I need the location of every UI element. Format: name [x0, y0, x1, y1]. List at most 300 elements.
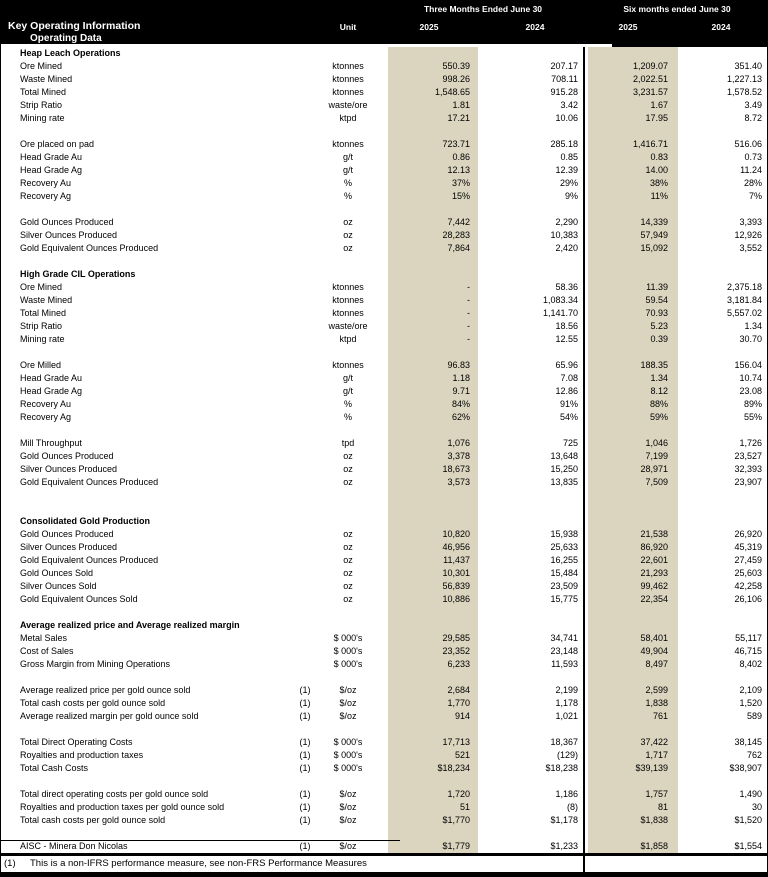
- value-cell: -: [467, 282, 470, 292]
- spacer-row: [0, 502, 768, 515]
- value-cell: 1,717: [645, 750, 668, 760]
- value-cell: 8.12: [650, 386, 668, 396]
- value-cell: 915.28: [550, 87, 578, 97]
- value-cell: 26,106: [734, 594, 762, 604]
- value-cell: 11%: [650, 191, 668, 201]
- table-row: [0, 697, 768, 710]
- year-header-6m-2024: 2024: [711, 22, 731, 32]
- table-row: [0, 684, 768, 697]
- unit-cell: tpd: [341, 438, 355, 448]
- value-cell: 23,148: [550, 646, 578, 656]
- table-body: [0, 47, 768, 853]
- value-cell: 54%: [559, 412, 578, 422]
- table-row: [0, 177, 768, 190]
- value-cell: 58,401: [640, 633, 668, 643]
- value-cell: 0.86: [452, 152, 470, 162]
- unit-cell: ktonnes: [332, 308, 364, 318]
- table-row: [0, 749, 768, 762]
- row-label: Average realized price and Average realized margin: [20, 620, 240, 630]
- footnote-marker: (1): [4, 858, 16, 869]
- unit-cell: oz: [343, 594, 353, 604]
- value-cell: 1,770: [447, 698, 470, 708]
- row-label: Cost of Sales: [20, 646, 74, 656]
- row-label: Recovery Ag: [20, 412, 72, 422]
- table-row: [0, 437, 768, 450]
- row-label: Waste Mined: [20, 74, 73, 84]
- value-cell: 22,601: [640, 555, 668, 565]
- value-cell: 3,378: [447, 451, 470, 461]
- row-label: Strip Ratio: [20, 321, 63, 331]
- value-cell: 7,864: [447, 243, 470, 253]
- row-label: Total cash costs per gold ounce sold: [20, 815, 166, 825]
- value-cell: 30: [751, 802, 762, 812]
- unit-cell: ktonnes: [332, 295, 364, 305]
- table-row: [0, 541, 768, 554]
- value-cell: $1,779: [442, 841, 470, 851]
- value-cell: 1,046: [645, 438, 668, 448]
- row-label: Gold Equivalent Ounces Produced: [20, 477, 159, 487]
- value-cell: 65.96: [555, 360, 578, 370]
- section-header-row: [0, 268, 768, 281]
- value-cell: 1.34: [744, 321, 762, 331]
- value-cell: 12,926: [734, 230, 762, 240]
- value-cell: 17.95: [645, 113, 668, 123]
- value-cell: 1,178: [555, 698, 578, 708]
- value-cell: 88%: [649, 399, 668, 409]
- value-cell: 46,956: [442, 542, 470, 552]
- value-cell: 84%: [451, 399, 470, 409]
- unit-cell: oz: [343, 529, 353, 539]
- value-cell: 18,367: [550, 737, 578, 747]
- value-cell: 58.36: [555, 282, 578, 292]
- spacer-row: [0, 606, 768, 619]
- value-cell: 1,720: [447, 789, 470, 799]
- footnote-separator: [0, 853, 768, 856]
- row-label: Total direct operating costs per gold ounce sold: [20, 789, 209, 799]
- value-cell: -: [467, 334, 470, 344]
- value-cell: 12.86: [555, 386, 578, 396]
- footnote-ref: (1): [299, 802, 311, 812]
- value-cell: 2,022.51: [632, 74, 668, 84]
- value-cell: -: [467, 321, 470, 331]
- table-row: [0, 359, 768, 372]
- unit-cell: oz: [343, 230, 353, 240]
- row-label: Total cash costs per gold ounce sold: [20, 698, 166, 708]
- unit-cell: g/t: [342, 152, 353, 162]
- value-cell: 723.71: [442, 139, 470, 149]
- unit-cell: oz: [343, 581, 353, 591]
- unit-cell: oz: [343, 217, 353, 227]
- value-cell: 1,548.65: [434, 87, 470, 97]
- table-row: [0, 463, 768, 476]
- value-cell: 17.21: [447, 113, 470, 123]
- table-row: [0, 385, 768, 398]
- value-cell: 156.04: [734, 360, 762, 370]
- unit-cell: ktonnes: [332, 139, 364, 149]
- row-label: Recovery Au: [20, 178, 72, 188]
- value-cell: 11.39: [646, 282, 668, 292]
- unit-cell: $ 000's: [333, 763, 363, 773]
- value-cell: 1,838: [645, 698, 668, 708]
- value-cell: 7,442: [447, 217, 470, 227]
- row-label: Gross Margin from Mining Operations: [20, 659, 171, 669]
- footnote-ref: (1): [299, 841, 311, 851]
- value-cell: 2,684: [447, 685, 470, 695]
- value-cell: (8): [567, 802, 578, 812]
- value-cell: 1,141.70: [542, 308, 578, 318]
- unit-cell: %: [343, 191, 352, 201]
- value-cell: 99,462: [640, 581, 668, 591]
- row-label: AISC - Minera Don Nicolas: [20, 841, 128, 851]
- footnote-ref: (1): [299, 698, 311, 708]
- value-cell: 7%: [748, 191, 762, 201]
- row-label: Strip Ratio: [20, 100, 63, 110]
- table-row: [0, 645, 768, 658]
- value-cell: 25,603: [734, 568, 762, 578]
- row-label: High Grade CIL Operations: [20, 269, 136, 279]
- unit-cell: %: [343, 412, 352, 422]
- table-row: [0, 99, 768, 112]
- value-cell: 2,420: [555, 243, 578, 253]
- value-cell: 22,354: [640, 594, 668, 604]
- value-cell: 10.06: [555, 113, 578, 123]
- table-row: [0, 801, 768, 814]
- value-cell: $1,520: [734, 815, 762, 825]
- value-cell: 1,083.34: [542, 295, 578, 305]
- row-label: Silver Ounces Produced: [20, 230, 118, 240]
- period-group-three-months: Three Months Ended June 30: [423, 4, 543, 14]
- value-cell: $1,233: [550, 841, 578, 851]
- value-cell: 55%: [743, 412, 762, 422]
- value-cell: $1,554: [734, 841, 762, 851]
- unit-cell: g/t: [342, 386, 353, 396]
- value-cell: 516.06: [734, 139, 762, 149]
- value-cell: 9.71: [452, 386, 470, 396]
- footnote-ref: (1): [299, 685, 311, 695]
- row-label: Gold Equivalent Ounces Sold: [20, 594, 138, 604]
- value-cell: 45,319: [734, 542, 762, 552]
- table-row: [0, 632, 768, 645]
- value-cell: 42,258: [734, 581, 762, 591]
- table-row: [0, 593, 768, 606]
- value-cell: 589: [746, 711, 762, 721]
- value-cell: -: [467, 308, 470, 318]
- value-cell: 3.42: [560, 100, 578, 110]
- footnote-ref: (1): [299, 737, 311, 747]
- unit-cell: $ 000's: [333, 737, 363, 747]
- value-cell: 285.18: [550, 139, 578, 149]
- unit-cell: oz: [343, 555, 353, 565]
- row-label: Silver Ounces Sold: [20, 581, 97, 591]
- value-cell: 762: [746, 750, 762, 760]
- footnote-ref: (1): [299, 763, 311, 773]
- spacer-row: [0, 489, 768, 502]
- table-row: [0, 658, 768, 671]
- value-cell: 14.00: [645, 165, 668, 175]
- value-cell: 26,920: [734, 529, 762, 539]
- value-cell: 46,715: [734, 646, 762, 656]
- value-cell: 1,076: [447, 438, 470, 448]
- value-cell: 3.49: [744, 100, 762, 110]
- value-cell: 708.11: [551, 74, 578, 84]
- footnote-row: [0, 856, 768, 872]
- year-header-3m-2024: 2024: [525, 22, 545, 32]
- row-label: Gold Ounces Produced: [20, 451, 114, 461]
- year-header-3m-2025: 2025: [419, 22, 439, 32]
- row-label: Head Grade Ag: [20, 386, 83, 396]
- unit-column-header: Unit: [339, 22, 357, 32]
- spacer-row: [0, 255, 768, 268]
- unit-cell: oz: [343, 451, 353, 461]
- value-cell: 70.93: [645, 308, 668, 318]
- value-cell: 27,459: [734, 555, 762, 565]
- value-cell: 2,109: [739, 685, 762, 695]
- unit-cell: oz: [343, 568, 353, 578]
- table-row: [0, 216, 768, 229]
- value-cell: 59.54: [645, 295, 668, 305]
- row-label: Average realized margin per gold ounce sold: [20, 711, 199, 721]
- row-label: Consolidated Gold Production: [20, 516, 150, 526]
- unit-cell: $ 000's: [333, 750, 363, 760]
- unit-cell: $/oz: [339, 685, 357, 695]
- row-label: Total Direct Operating Costs: [20, 737, 133, 747]
- value-cell: $38,907: [729, 763, 762, 773]
- table-row: [0, 164, 768, 177]
- value-cell: 91%: [559, 399, 578, 409]
- table-row: [0, 229, 768, 242]
- value-cell: 59%: [649, 412, 668, 422]
- value-cell: 14,339: [640, 217, 668, 227]
- table-row: [0, 73, 768, 86]
- value-cell: 21,293: [640, 568, 668, 578]
- table-row: [0, 190, 768, 203]
- table-row: [0, 320, 768, 333]
- row-label: Gold Equivalent Ounces Produced: [20, 555, 159, 565]
- value-cell: 188.35: [640, 360, 668, 370]
- value-cell: 351.40: [734, 61, 762, 71]
- unit-cell: $ 000's: [333, 646, 363, 656]
- value-cell: 18,673: [442, 464, 470, 474]
- value-cell: 1.67: [650, 100, 668, 110]
- value-cell: 1,186: [555, 789, 578, 799]
- page-subtitle: Operating Data: [30, 33, 102, 44]
- value-cell: 1.81: [452, 100, 470, 110]
- value-cell: 2,375.18: [726, 282, 762, 292]
- value-cell: 34,741: [550, 633, 578, 643]
- spacer-row: [0, 346, 768, 359]
- value-cell: 1,490: [739, 789, 762, 799]
- unit-cell: ktpd: [339, 334, 357, 344]
- value-cell: 761: [652, 711, 668, 721]
- row-label: Total Mined: [20, 308, 67, 318]
- spacer-row: [0, 723, 768, 736]
- value-cell: 7,509: [645, 477, 668, 487]
- value-cell: 0.85: [560, 152, 578, 162]
- table-row: [0, 60, 768, 73]
- unit-cell: oz: [343, 243, 353, 253]
- footnote-ref: (1): [299, 815, 311, 825]
- table-row: [0, 333, 768, 346]
- value-cell: 23,527: [734, 451, 762, 461]
- row-label: Total Mined: [20, 87, 67, 97]
- table-row: [0, 762, 768, 775]
- row-label: Metal Sales: [20, 633, 68, 643]
- value-cell: 0.73: [744, 152, 762, 162]
- section-header-row: [0, 515, 768, 528]
- table-row: [0, 710, 768, 723]
- value-cell: 1,227.13: [726, 74, 762, 84]
- value-cell: 10,301: [442, 568, 470, 578]
- unit-cell: %: [343, 399, 352, 409]
- value-cell: 10,820: [442, 529, 470, 539]
- row-label: Waste Mined: [20, 295, 73, 305]
- value-cell: 28,971: [640, 464, 668, 474]
- row-label: Total Cash Costs: [20, 763, 89, 773]
- value-cell: 38%: [649, 178, 668, 188]
- unit-cell: $/oz: [339, 815, 357, 825]
- value-cell: 57,949: [640, 230, 668, 240]
- value-cell: 725: [562, 438, 578, 448]
- row-label: Mill Throughput: [20, 438, 82, 448]
- unit-cell: oz: [343, 542, 353, 552]
- row-label: Mining rate: [20, 113, 65, 123]
- value-cell: 3,231.57: [632, 87, 668, 97]
- value-cell: 1,021: [555, 711, 578, 721]
- section-header-row: [0, 619, 768, 632]
- table-row: [0, 736, 768, 749]
- value-cell: 12.55: [555, 334, 578, 344]
- value-cell: 8.72: [744, 113, 762, 123]
- value-cell: 5.23: [650, 321, 668, 331]
- table-row: [0, 398, 768, 411]
- value-cell: $18,234: [437, 763, 470, 773]
- spacer-row: [0, 125, 768, 138]
- year-header-6m-2025: 2025: [618, 22, 638, 32]
- unit-cell: $/oz: [339, 841, 357, 851]
- value-cell: 7.08: [560, 373, 578, 383]
- value-cell: 12.39: [555, 165, 578, 175]
- value-cell: 1.18: [452, 373, 470, 383]
- value-cell: 13,835: [550, 477, 578, 487]
- page-title: Key Operating Information: [8, 20, 141, 32]
- row-label: Head Grade Au: [20, 373, 83, 383]
- value-cell: 86,920: [640, 542, 668, 552]
- spacer-row: [0, 203, 768, 216]
- unit-cell: oz: [343, 477, 353, 487]
- table-row: [0, 151, 768, 164]
- table-row: [0, 554, 768, 567]
- value-cell: 29%: [559, 178, 578, 188]
- bottom-bar: [0, 872, 768, 877]
- unit-cell: ktonnes: [332, 360, 364, 370]
- value-cell: 13,648: [550, 451, 578, 461]
- row-label: Ore Mined: [20, 282, 63, 292]
- section-header-row: [0, 47, 768, 60]
- footnote-ref: (1): [299, 711, 311, 721]
- value-cell: 51: [459, 802, 470, 812]
- table-row: [0, 294, 768, 307]
- value-cell: 23,907: [734, 477, 762, 487]
- row-label: Ore Mined: [20, 61, 63, 71]
- value-cell: 30.70: [739, 334, 762, 344]
- value-cell: 15,092: [640, 243, 668, 253]
- value-cell: 5,557.02: [726, 308, 762, 318]
- row-label: Gold Ounces Produced: [20, 529, 114, 539]
- table-row: [0, 580, 768, 593]
- value-cell: 56,839: [442, 581, 470, 591]
- unit-cell: ktonnes: [332, 282, 364, 292]
- row-label: Ore Milled: [20, 360, 62, 370]
- unit-cell: ktonnes: [332, 87, 364, 97]
- left-border: [0, 0, 1, 877]
- value-cell: 96.83: [447, 360, 470, 370]
- value-cell: 81: [657, 802, 668, 812]
- value-cell: 550.39: [442, 61, 470, 71]
- unit-cell: $/oz: [339, 698, 357, 708]
- value-cell: 3,393: [739, 217, 762, 227]
- value-cell: 7,199: [645, 451, 668, 461]
- value-cell: 38,145: [734, 737, 762, 747]
- row-label: Head Grade Au: [20, 152, 83, 162]
- value-cell: 1,726: [739, 438, 762, 448]
- value-cell: 28%: [743, 178, 762, 188]
- table-row: [0, 281, 768, 294]
- value-cell: 15,484: [550, 568, 578, 578]
- value-cell: 3,552: [739, 243, 762, 253]
- row-label: Recovery Ag: [20, 191, 72, 201]
- unit-cell: ktonnes: [332, 74, 364, 84]
- table-row: [0, 372, 768, 385]
- table-row: [0, 450, 768, 463]
- value-cell: 207.17: [550, 61, 578, 71]
- table-row: [0, 112, 768, 125]
- unit-cell: %: [343, 178, 352, 188]
- value-cell: 2,290: [555, 217, 578, 227]
- value-cell: 11,437: [443, 555, 470, 565]
- value-cell: 6,233: [447, 659, 470, 669]
- unit-cell: g/t: [342, 373, 353, 383]
- value-cell: 23,352: [442, 646, 470, 656]
- value-cell: 29,585: [442, 633, 470, 643]
- unit-cell: g/t: [342, 165, 353, 175]
- row-label: Ore placed on pad: [20, 139, 95, 149]
- row-label: Royalties and production taxes per gold ounce sold: [20, 802, 225, 812]
- value-cell: 55,117: [735, 633, 762, 643]
- value-cell: 23,509: [550, 581, 578, 591]
- value-cell: 9%: [564, 191, 578, 201]
- value-cell: (129): [556, 750, 578, 760]
- value-cell: 12.13: [447, 165, 470, 175]
- unit-cell: $/oz: [339, 711, 357, 721]
- unit-cell: $ 000's: [333, 659, 363, 669]
- value-cell: 18.56: [555, 321, 578, 331]
- table-row: [0, 86, 768, 99]
- row-label: Head Grade Ag: [20, 165, 83, 175]
- value-cell: 28,283: [442, 230, 470, 240]
- table-row: [0, 138, 768, 151]
- value-cell: $18,238: [545, 763, 578, 773]
- value-cell: 15,938: [550, 529, 578, 539]
- value-cell: 998.26: [442, 74, 470, 84]
- value-cell: 1.34: [650, 373, 668, 383]
- table-row: [0, 840, 768, 853]
- value-cell: 89%: [743, 399, 762, 409]
- value-cell: 23.08: [739, 386, 762, 396]
- table-row: [0, 567, 768, 580]
- value-cell: 0.39: [650, 334, 668, 344]
- value-cell: 2,599: [645, 685, 668, 695]
- unit-cell: $/oz: [339, 802, 357, 812]
